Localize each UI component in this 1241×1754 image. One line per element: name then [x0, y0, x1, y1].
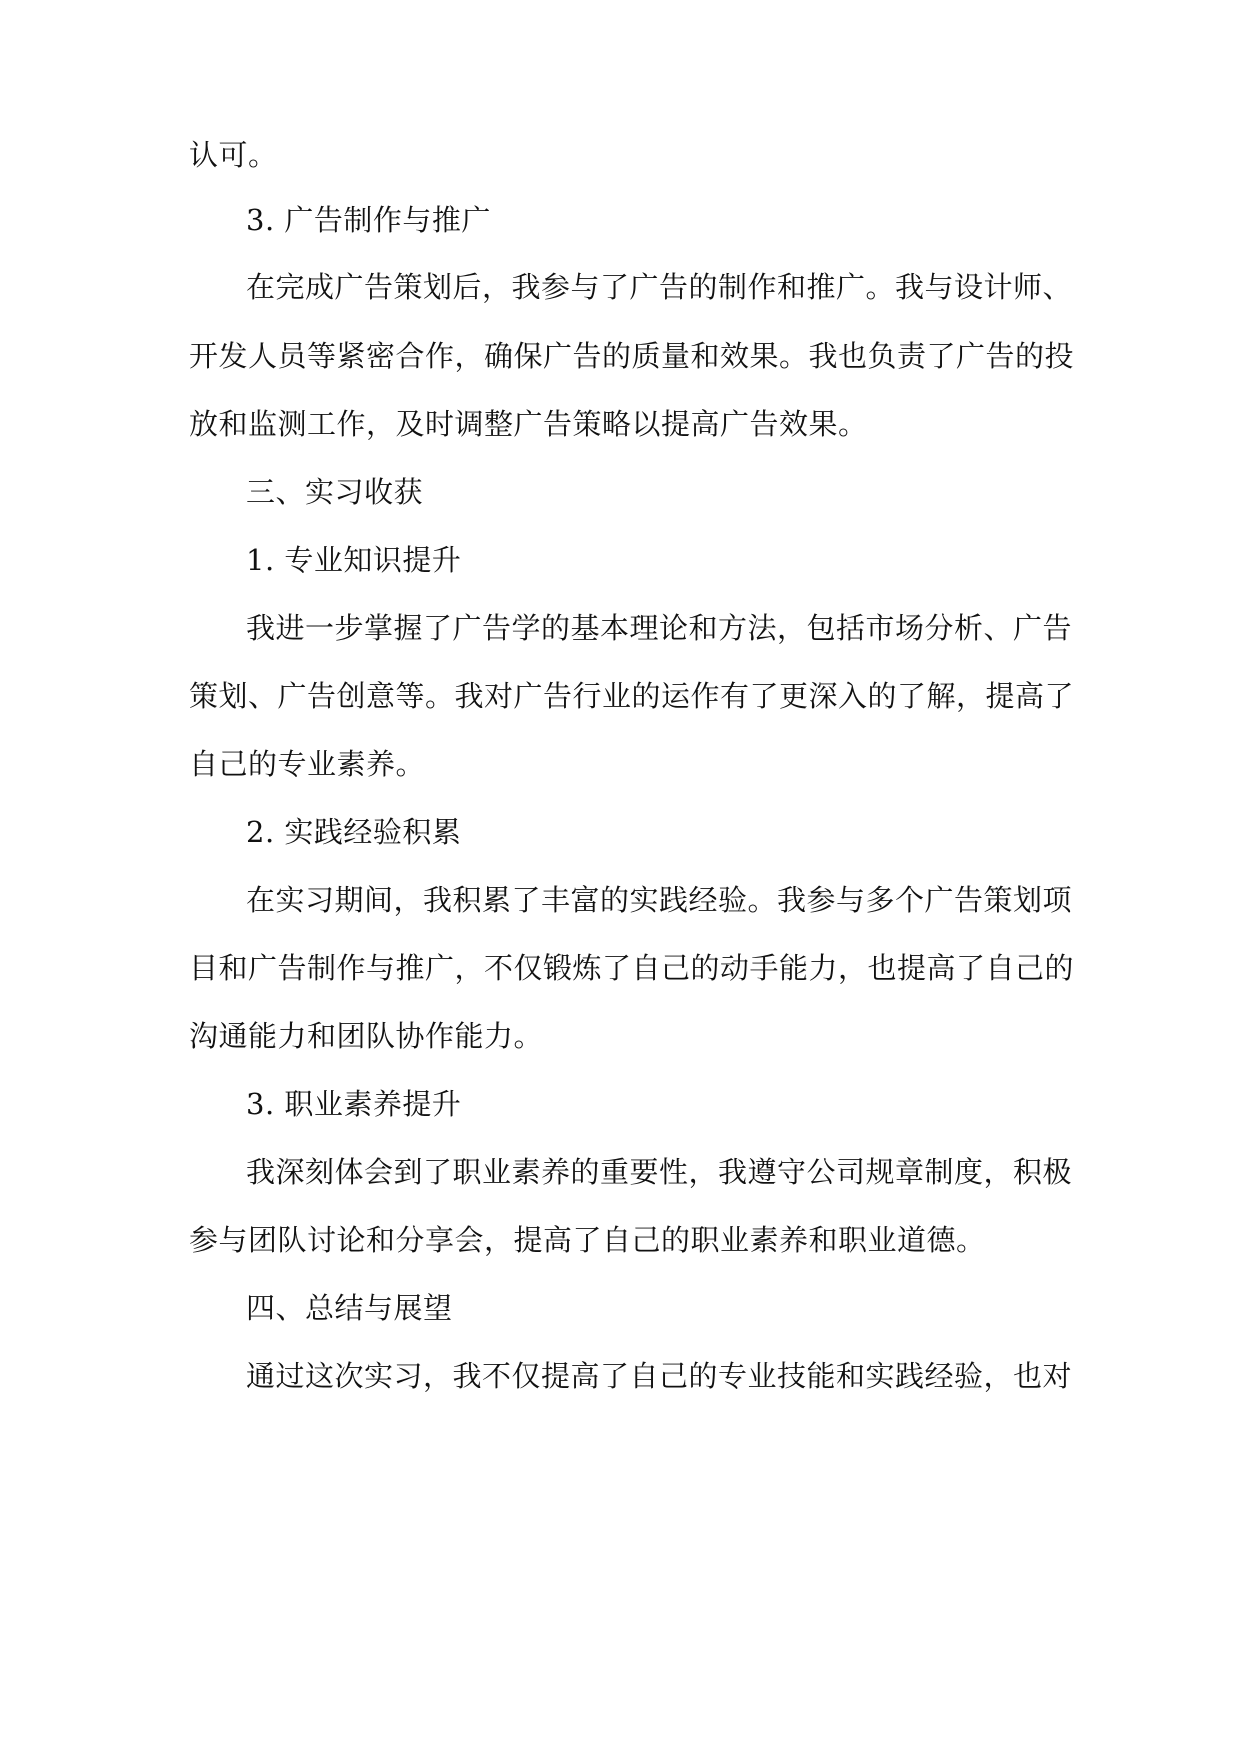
paragraph-line: 放和监测工作，及时调整广告策略以提高广告效果。	[189, 407, 868, 441]
subsection-heading: 3. 广告制作与推广	[246, 203, 491, 237]
paragraph-line: 开发人员等紧密合作，确保广告的质量和效果。我也负责了广告的投	[189, 339, 1075, 373]
paragraph-line: 认可。	[189, 138, 278, 172]
section-heading: 三、实习收获	[246, 475, 424, 509]
paragraph-line: 沟通能力和团队协作能力。	[189, 1019, 544, 1053]
paragraph-line: 自己的专业素养。	[189, 747, 426, 781]
paragraph-line: 目和广告制作与推广，不仅锻炼了自己的动手能力，也提高了自己的	[189, 951, 1075, 985]
paragraph-line: 通过这次实习，我不仅提高了自己的专业技能和实践经验，也对	[246, 1359, 1073, 1393]
paragraph-line: 在完成广告策划后，我参与了广告的制作和推广。我与设计师、	[246, 270, 1073, 304]
subsection-heading: 1. 专业知识提升	[246, 543, 462, 577]
subsection-heading: 2. 实践经验积累	[246, 815, 462, 849]
paragraph-line: 我深刻体会到了职业素养的重要性，我遵守公司规章制度，积极	[246, 1155, 1073, 1189]
subsection-heading: 3. 职业素养提升	[246, 1087, 462, 1121]
paragraph-line: 我进一步掌握了广告学的基本理论和方法，包括市场分析、广告	[246, 611, 1073, 645]
paragraph-line: 在实习期间，我积累了丰富的实践经验。我参与多个广告策划项	[246, 883, 1073, 917]
paragraph-line: 策划、广告创意等。我对广告行业的运作有了更深入的了解，提高了	[189, 679, 1075, 713]
section-heading: 四、总结与展望	[246, 1291, 453, 1325]
paragraph-line: 参与团队讨论和分享会，提高了自己的职业素养和职业道德。	[189, 1223, 986, 1257]
